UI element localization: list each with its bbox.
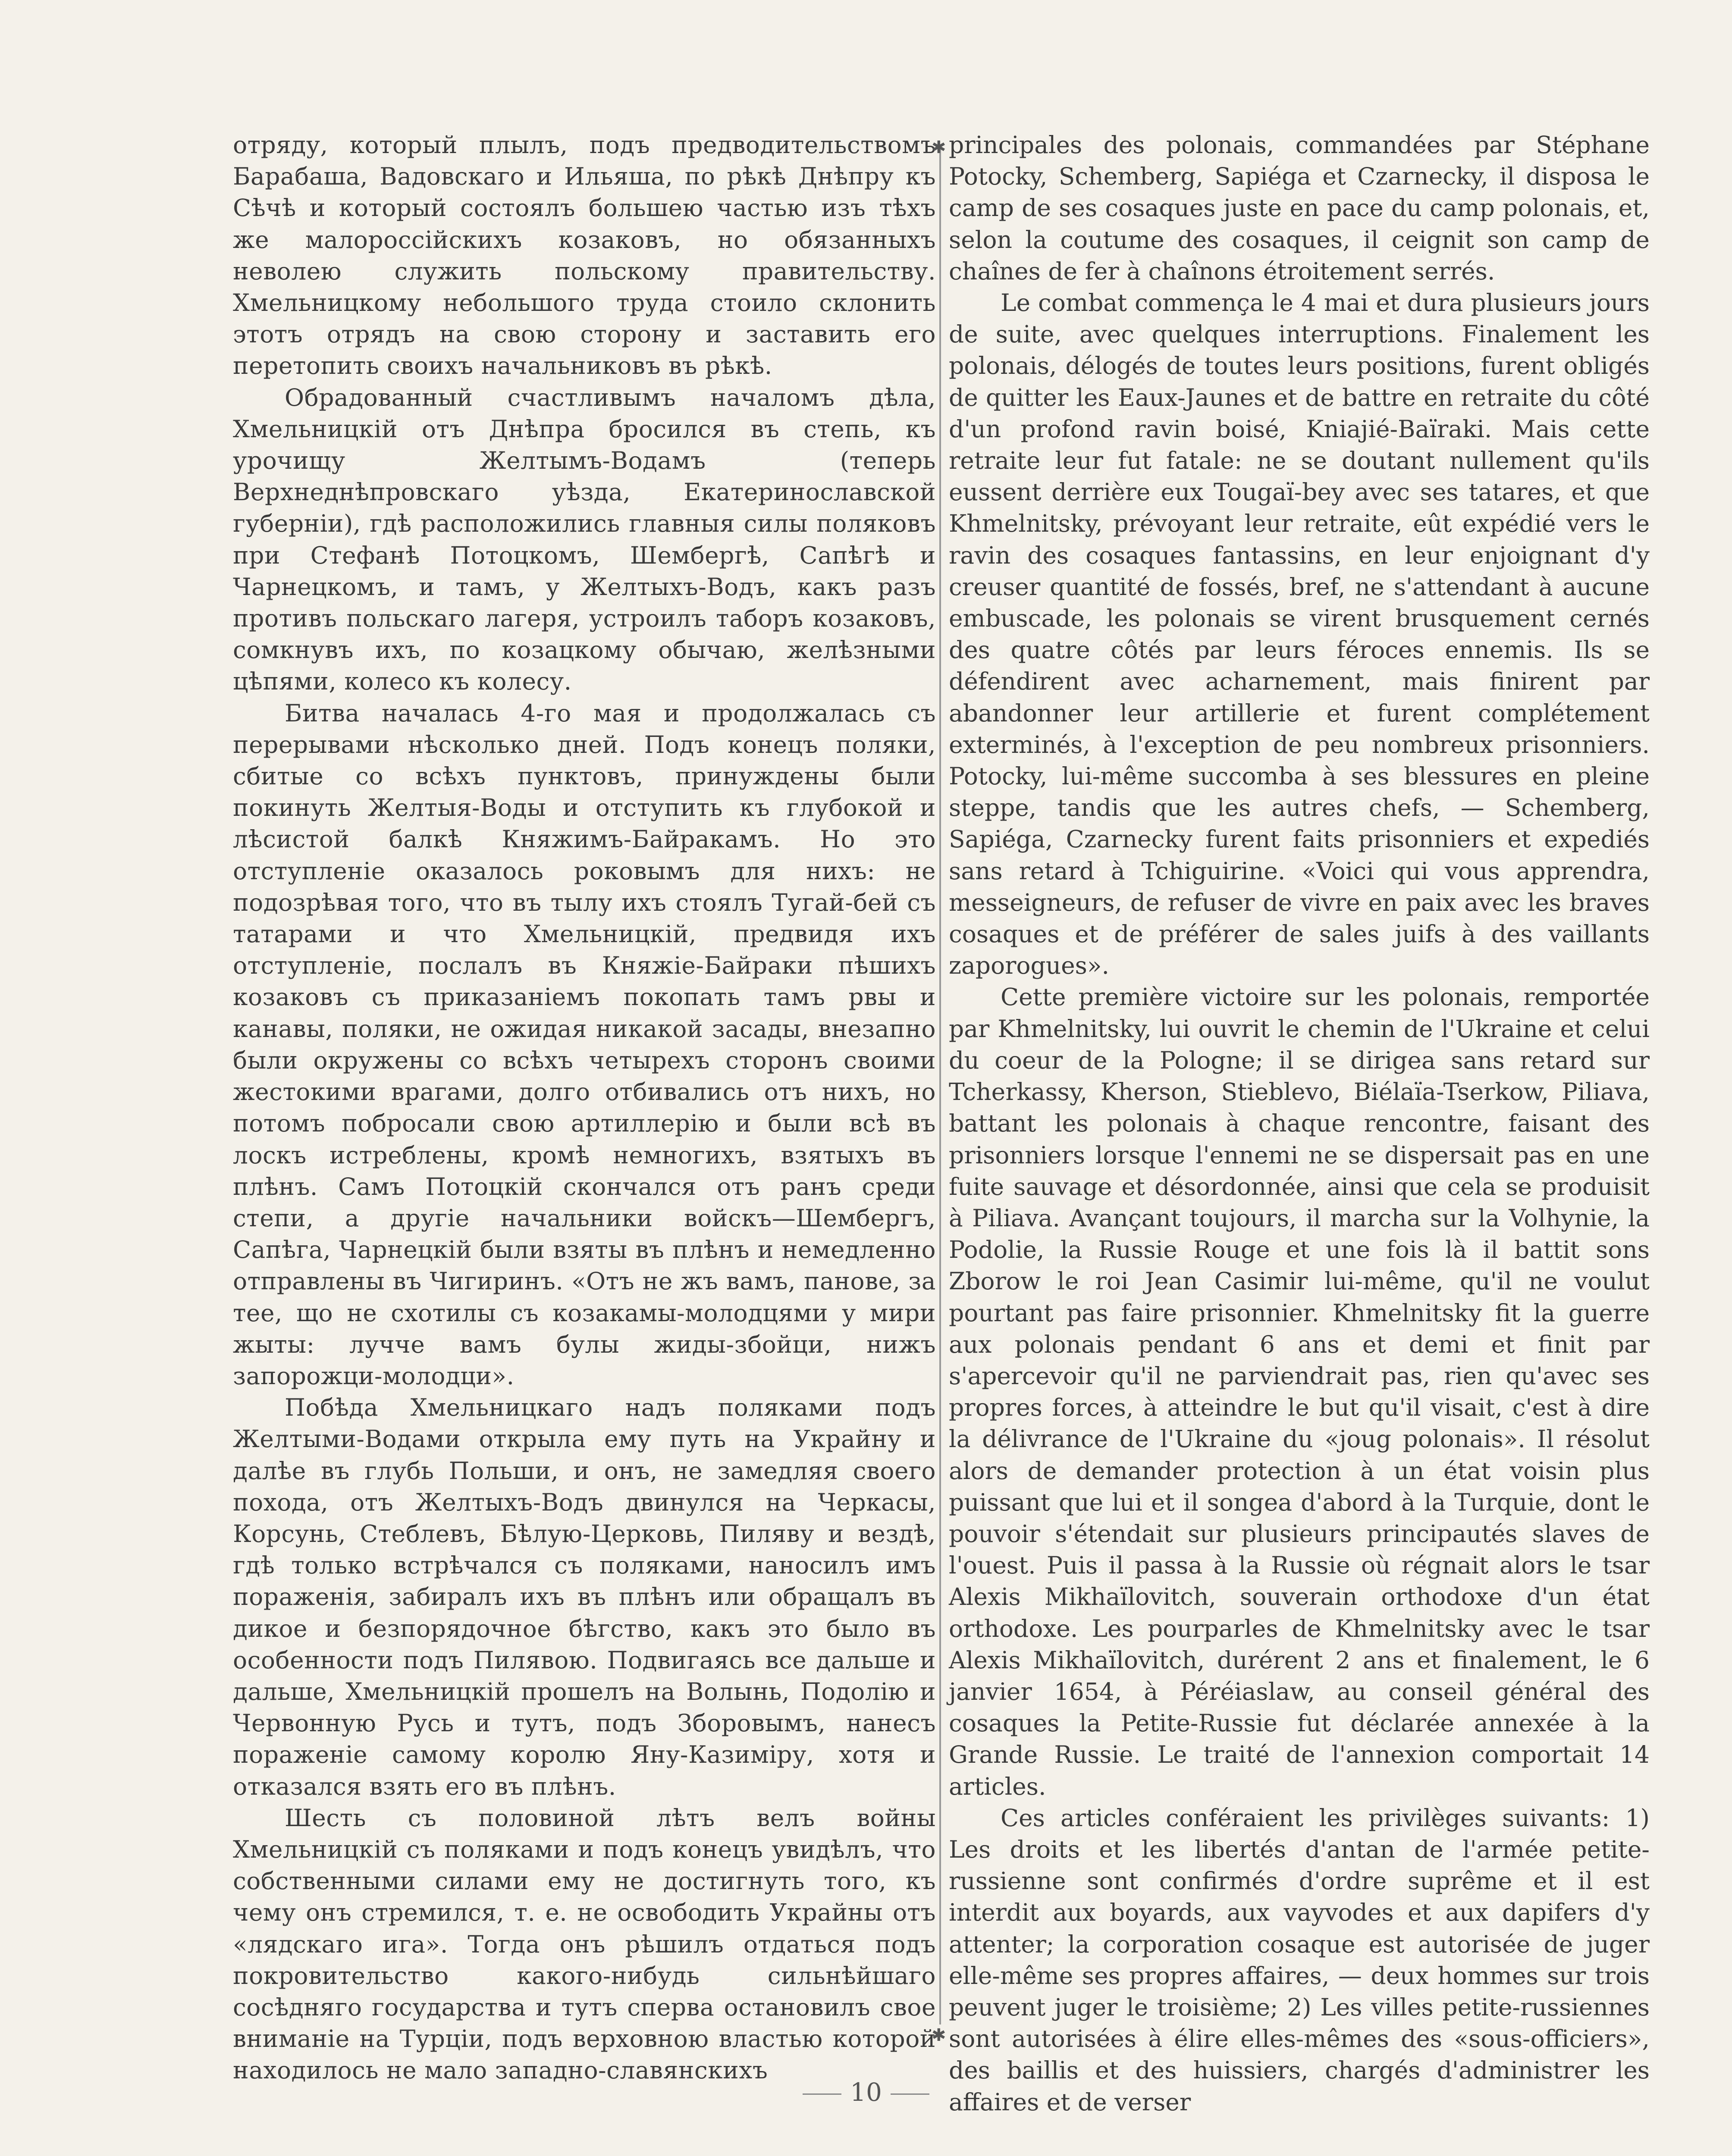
french-paragraph: Ces articles conféraient les privilèges suivants: 1) Les droits et les libertés d'antan de l'armée petite-russienne sont confirmés d'ordre suprême et il est interdit aux boyards, aux vayvodes et aux dapifers d'y attenter; la corporation cosaque est autorisée de juger elle-même ses propres affaires, — deux hommes sur trois peuvent juger le troisième; 2) Les villes petite-russiennes sont autorisées à élire elles-mêmes des «sous-officiers», des baillis et des huissiers, chargés d'administrer les affaires et de verser <box>949 1804 1650 2116</box>
russian-paragraph: Шесть съ половиной лѣтъ велъ войны Хмельницкій съ поляками и подъ конецъ увидѣлъ, что собственными силами ему не достигнуть того, къ чему онъ стремился, т. е. не освободить Украйны отъ «лядскаго ига». Тогда онъ рѣшилъ отдаться подъ покровительство какого-нибудь сильнѣйшаго сосѣдняго государства и тутъ сперва остановилъ свое вниманіе на Турціи, подъ верховною властью которой находилось не мало западно-славянскихъ <box>233 1804 936 2084</box>
footer-dash-right <box>891 2093 929 2095</box>
column-divider-rule <box>939 149 941 2024</box>
russian-column <box>233 129 936 2087</box>
russian-paragraph: Побѣда Хмельницкаго надъ поляками подъ Желтыми-Водами открыла ему путь на Украйну и далѣе въ глубь Польши, и онъ, не замедляя своего похода, отъ Желтыхъ-Водъ двинулся на Черкасы, Корсунь, Стеблевъ, Бѣлую-Церковь, Пиляву и вездѣ, гдѣ только встрѣчался съ поляками, наносилъ имъ пораженія, забиралъ ихъ въ плѣнъ или обращалъ въ дикое и безпорядочное бѣгство, какъ это было въ особенности подъ Пилявою. Подвигаясь все дальше и дальше, Хмельницкій прошелъ на Волынь, Подолію и Червонную Русь и тутъ, подъ Зборовымъ, нанесъ пораженіе самому королю Яну-Казиміру, хотя и отказался взять его въ плѣнъ. <box>233 1394 936 1800</box>
french-paragraph: principales des polonais, commandées par Stéphane Potocky, Schemberg, Sapiéga et Czarnecky, il disposa le camp de ses cosaques juste en pace du camp polonais, et, selon la coutume des cosaques, il ceignit son camp de chaînes de fer à chaînons étroitement serrés. <box>949 131 1650 285</box>
french-paragraph: Cette première victoire sur les polonais, remportée par Khmelnitsky, lui ouvrit le chemin de l'Ukraine et celui du coeur de la Pologne; il se dirigea sans retard sur Tcherkassy, Kherson, Stieblevo, Biélaïa-Tserkow, Piliava, battant les polonais à chaque rencontre, faisant des prisonniers lorsque l'ennemi ne se dispersait pas en une fuite sauvage et désordonnée, ainsi que cela se produisit à Piliava. Avançant toujours, il marcha sur la Volhynie, la Podolie, la Russie Rouge et une fois là il battit sons Zborow le roi Jean Casimir lui-même, qu'il ne voulut pourtant pas faire prisonnier. Khmelnitsky fit la guerre aux polonais pendant 6 ans et demi et finit par s'apercevoir qu'il ne parviendrait pas, rien qu'avec ses propres forces, à atteindre le but qu'il visait, c'est à dire la délivrance de l'Ukraine du «joug polonais». Il résolut alors de demander protection à un état voisin plus puissant que lui et il songea d'abord à la Turquie, dont le pouvoir s'étendait sur plusieurs principautés slaves de l'ouest. Puis il passa à la Russie où régnait alors le tsar Alexis Mikhaïlovitch, souverain orthodoxe d'un état orthodoxe. Les pourparles de Khmelnitsky avec le tsar Alexis Mikhaïlovitch, durérent 2 ans et finalement, le 6 janvier 1654, à Péréiaslaw, au conseil général des cosaques la Petite-Russie fut déclarée annexée à la Grande Russie. Le traité de l'annexion comportait 14 articles. <box>949 983 1650 1800</box>
footer-dash-left <box>803 2093 841 2095</box>
french-paragraph: Le combat commença le 4 mai et dura plusieurs jours de suite, avec quelques interruptions. Finalement les polonais, délogés de toutes leurs positions, furent obligés de quitter les Eaux-Jaunes et de battre en retraite du côté d'un profond ravin boisé, Kniajié-Baïraki. Mais cette retraite leur fut fatale: ne se doutant nullement qu'ils eussent derrière eux Tougaï-bey avec ses tatares, et que Khmelnitsky, prévoyant leur retraite, eût expédié vers le ravin des cosaques fantassins, en leur enjoignant d'y creuser quantité de fossés, bref, ne s'attendant à aucune embuscade, les polonais se virent brusquement cernés des quatre côtés par leurs féroces ennemis. Ils se défendirent avec acharnement, mais finirent par abandonner leur artillerie et furent complétement exterminés, à l'exception de peu nombreux prisonniers. Potocky, lui-même succomba à ses blessures en pleine steppe, tandis que les autres chefs, — Schemberg, Sapiéga, Czarnecky furent faits prisonniers et expediés sans retard à Tchiguirine. «Voici qui vous apprendra, messeigneurs, de refuser de vivre en paix avec les braves cosaques et de préférer de sales juifs à des vaillants zaporogues». <box>949 289 1650 980</box>
russian-paragraph: Обрадованный счастливымъ началомъ дѣла, Хмельницкій отъ Днѣпра бросился въ степь, къ урочищу Желтымъ-Водамъ (теперь Верхнеднѣпровскаго уѣзда, Екатеринославской губерніи), гдѣ расположились главныя силы поляковъ при Стефанѣ Потоцкомъ, Шембергѣ, Сапѣгѣ и Чарнецкомъ, и тамъ, у Желтыхъ-Водъ, какъ разъ противъ польскаго лагеря, устроилъ таборъ козаковъ, сомкнувъ ихъ, по козацкому обычаю, желѣзными цѣпями, колесо къ колесу. <box>233 383 936 696</box>
russian-paragraph: отряду, который плылъ, подъ предводительствомъ Барабаша, Вадовскаго и Ильяша, по рѣкѣ Днѣпру къ Сѣчѣ и который состоялъ большею частью изъ тѣхъ же малороссійскихъ козаковъ, но обязанныхъ неволею служить польскому правительству. Хмельницкому небольшого труда стоило склонить этотъ отрядъ на свою сторону и заставить его перетопить своихъ начальниковъ въ рѣкѣ. <box>233 131 936 380</box>
bottom-ornament-icon: ✱ <box>932 2025 946 2045</box>
russian-paragraph: Битва началась 4-го мая и продолжалась съ перерывами нѣсколько дней. Подъ конецъ поляки, сбитые со всѣхъ пунктовъ, принуждены были покинуть Желтыя-Воды и отступить къ глубокой и лѣсистой балкѣ Княжимъ-Байракамъ. Но это отступленіе оказалось роковымъ для нихъ: не подозрѣвая того, что въ тылу ихъ стоялъ Тугай-бей съ татарами и что Хмельницкій, предвидя ихъ отступленіе, послалъ въ Княжіе-Байраки пѣшихъ козаковъ съ приказаніемъ покопать тамъ рвы и канавы, поляки, не ожидая никакой засады, внезапно были окружены со всѣхъ четырехъ сторонъ своими жестокими врагами, долго отбивались отъ нихъ, но потомъ побросали свою артиллерію и были всѣ въ лоскъ истреблены, кромѣ немногихъ, взятыхъ въ плѣнъ. Самъ Потоцкій скончался отъ ранъ среди степи, а другіе начальники войскъ—Шембергъ, Сапѣга, Чарнецкій были взяты въ плѣнъ и немедленно отправлены въ Чигиринъ. «Отъ не жъ вамъ, панове, за тее, що не схотилы съ козакамы-молодцями у мири жыты: лучче вамъ булы жиды-збойци, нижъ запорожци-молодци». <box>233 699 936 1390</box>
page-number-footer <box>0 2078 1732 2107</box>
french-column <box>949 129 1650 2118</box>
top-ornament-icon: ✱ <box>932 138 946 157</box>
page-number: 10 <box>850 2078 882 2107</box>
